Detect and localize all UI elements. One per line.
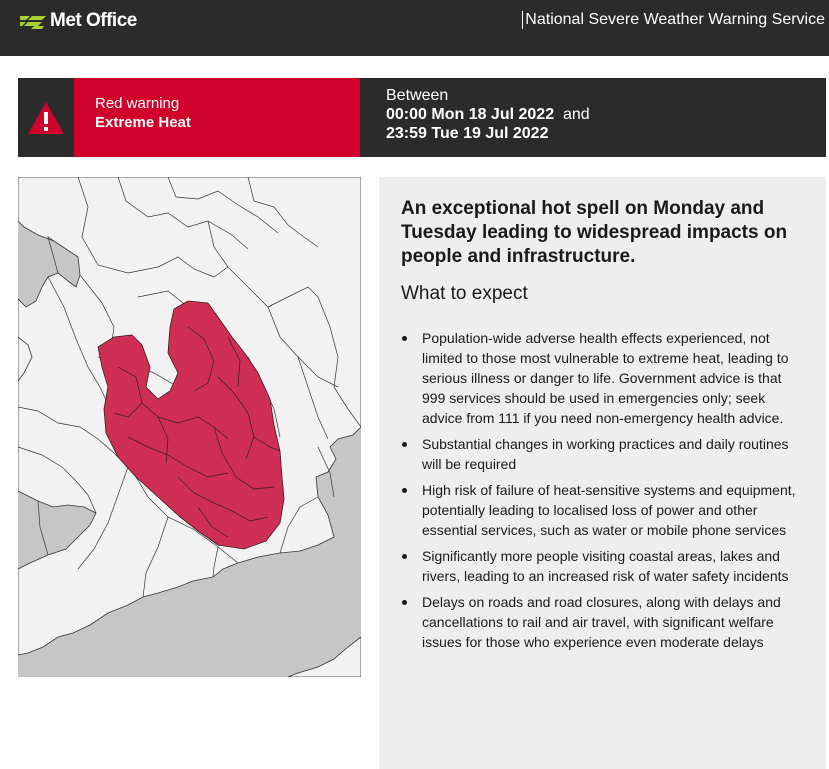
warning-end: 23:59 Tue 19 Jul 2022	[386, 125, 549, 142]
impact-item: High risk of failure of heat-sensitive systems and equipment, potentially leading to localised loss of power and other essential services, such as water or mobile phone services	[401, 480, 806, 540]
warning-validity	[386, 86, 590, 143]
warning-details-panel	[379, 177, 826, 769]
impact-item: Delays on roads and road closures, along with delays and cancellations to rail and air travel, with significant welfare issues for those who experience even moderate delays	[401, 592, 806, 652]
impact-item: Significantly more people visiting coastal areas, lakes and rivers, leading to an increased risk of water safety incidents	[401, 546, 806, 586]
impact-item: Substantial changes in working practices and daily routines will be required	[401, 434, 806, 474]
met-office-logo-icon	[20, 12, 46, 30]
met-office-logo[interactable]	[20, 9, 137, 33]
service-title: National Severe Weather Warning Service	[522, 11, 825, 29]
warning-type: Extreme Heat	[95, 114, 191, 131]
warning-banner	[18, 78, 826, 157]
warning-level-panel	[74, 78, 360, 157]
and-label: and	[562, 106, 590, 123]
warning-headline: An exceptional hot spell on Monday and Tuesday leading to widespread impacts on people and infrastructure.	[401, 198, 788, 267]
warning-icon-box	[18, 78, 74, 157]
between-label: Between	[386, 87, 449, 104]
warning-level: Red warning	[95, 95, 180, 112]
impact-item: Population-wide adverse health effects experienced, not limited to those most vulnerable to extreme heat, leading to serious illness or danger to life. Government advice is that 999 services should be used in emergencies only; seek advice from 111 if you need non-emergency health advice.	[401, 328, 806, 428]
impact-list	[401, 328, 806, 658]
logo-text: Met Office	[50, 10, 137, 31]
what-to-expect-heading: What to expect	[401, 283, 528, 304]
warning-map[interactable]	[18, 177, 361, 677]
warning-triangle-icon	[26, 100, 66, 136]
map-graphic	[18, 177, 361, 677]
warning-start: 00:00 Mon 18 Jul 2022	[386, 106, 555, 123]
site-header	[0, 0, 829, 56]
